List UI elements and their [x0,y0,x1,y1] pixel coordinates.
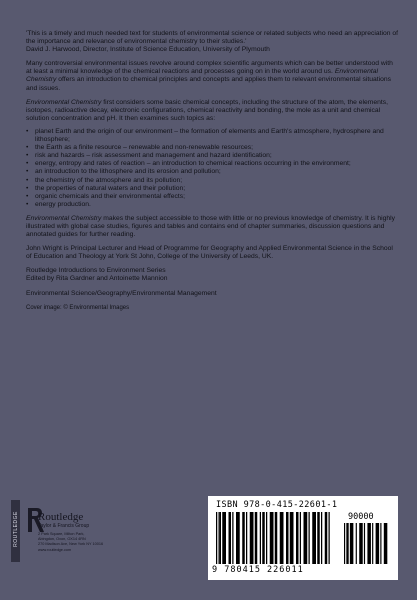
address-line: www.routledge.com [38,547,72,552]
endorsement-quote: 'This is a timely and much needed text for students of environmental science or related subjects who need an appreciation of the importance and relevance of environmental chemistry to their studies.' [26,30,398,46]
intro-paragraph [26,60,398,92]
price-code: 90000 [348,512,374,522]
ean-number: 9 780415 226011 [212,565,304,575]
author-name: John Wright [26,245,62,253]
topic-item: • an introduction to the lithosphere and its erosion and pollution; [26,168,398,176]
intro-text-1: Many controversial environmental issues revolve around complex scientific arguments which can be better understood with at least a minimal knowledge of the chemical reactions and processes going on in the world around us. [26,60,393,76]
topic-item: • risk and hazards – risk assessment and management and hazard identification; [26,152,398,160]
address-line: 270 Madison Ave, New York NY 10016 [38,542,104,547]
ean-barcode [216,512,336,564]
concepts-book-title: Environmental Chemistry [26,98,102,106]
address-line: 2 Park Square, Milton Park, [38,532,85,536]
back-cover-text [26,30,398,312]
publisher-address [38,532,158,553]
topic-item: • planet Earth and the origin of our environment – the formation of elements and Earth's atmosphere, hydrosphere and lithosphere; [26,128,398,144]
accessible-paragraph [26,215,398,239]
topic-item: • the chemistry of the atmosphere and its pollution; [26,177,398,185]
address-line: Abingdon, Oxon, OX14 4RN [38,537,86,542]
concepts-text: first considers some basic chemical concepts, including the structure of the atom, the elements, isotopes, radioactive decay, electronic configurations, chemical reactivity and bonding, the mole as a unit and chemical solution concentration and pH. It then examines such topics as: [26,98,389,122]
series-editors: Edited by Rita Gardner and Antoinette Mannion [26,275,168,283]
intro-text-2: offers an introduction to chemical principles and concepts and applies them to relevant environmental situations and issues. [26,76,391,92]
concepts-paragraph [26,99,398,123]
cover-image-credit: Cover image: © Environmental Images [26,304,130,311]
barcode-panel [208,496,398,580]
intro-book-title: Environmental Chemistry [26,68,378,84]
spine-tab [11,500,20,562]
publisher-tagline: Taylor & Francis Group [38,523,90,529]
series-name: Routledge Introductions to Environment Series [26,267,166,275]
topic-item: • energy production. [26,201,398,209]
accessible-book-title: Environmental Chemistry [26,214,102,222]
quote-attribution: David J. Harwood, Director, Institute of Science Education, University of Plymouth [26,46,270,54]
publisher-name: Routledge [38,511,84,523]
addon-barcode [344,523,392,564]
topic-item: • the Earth as a finite resource – renewable and non-renewable resources; [26,144,398,152]
topic-item: • the properties of natural waters and their pollution; [26,185,398,193]
author-bio [26,245,398,261]
topic-item: • organic chemicals and their environmental effects; [26,193,398,201]
topics-list [26,128,398,209]
spine-tab-label: ROUTLEDGE [13,511,19,547]
topic-item: • energy, entropy and rates of reaction – an introduction to chemical reactions occurring in the environment; [26,160,398,168]
author-bio-text: is Principal Lecturer and Head of Programme for Geography and Applied Environmental Science in the School of Education and Theology at York St John, College of the University of Leeds, UK. [26,245,393,261]
isbn-number: ISBN 978-0-415-22601-1 [216,500,338,510]
accessible-text: makes the subject accessible to those with little or no previous knowledge of chemistry. It is highly illustrated with global case studies, figures and tables and contains end of chapter summaries, discussion questions and annotated guides for further reading. [26,214,396,239]
subject-categories: Environmental Science/Geography/Environmental Management [26,289,217,297]
